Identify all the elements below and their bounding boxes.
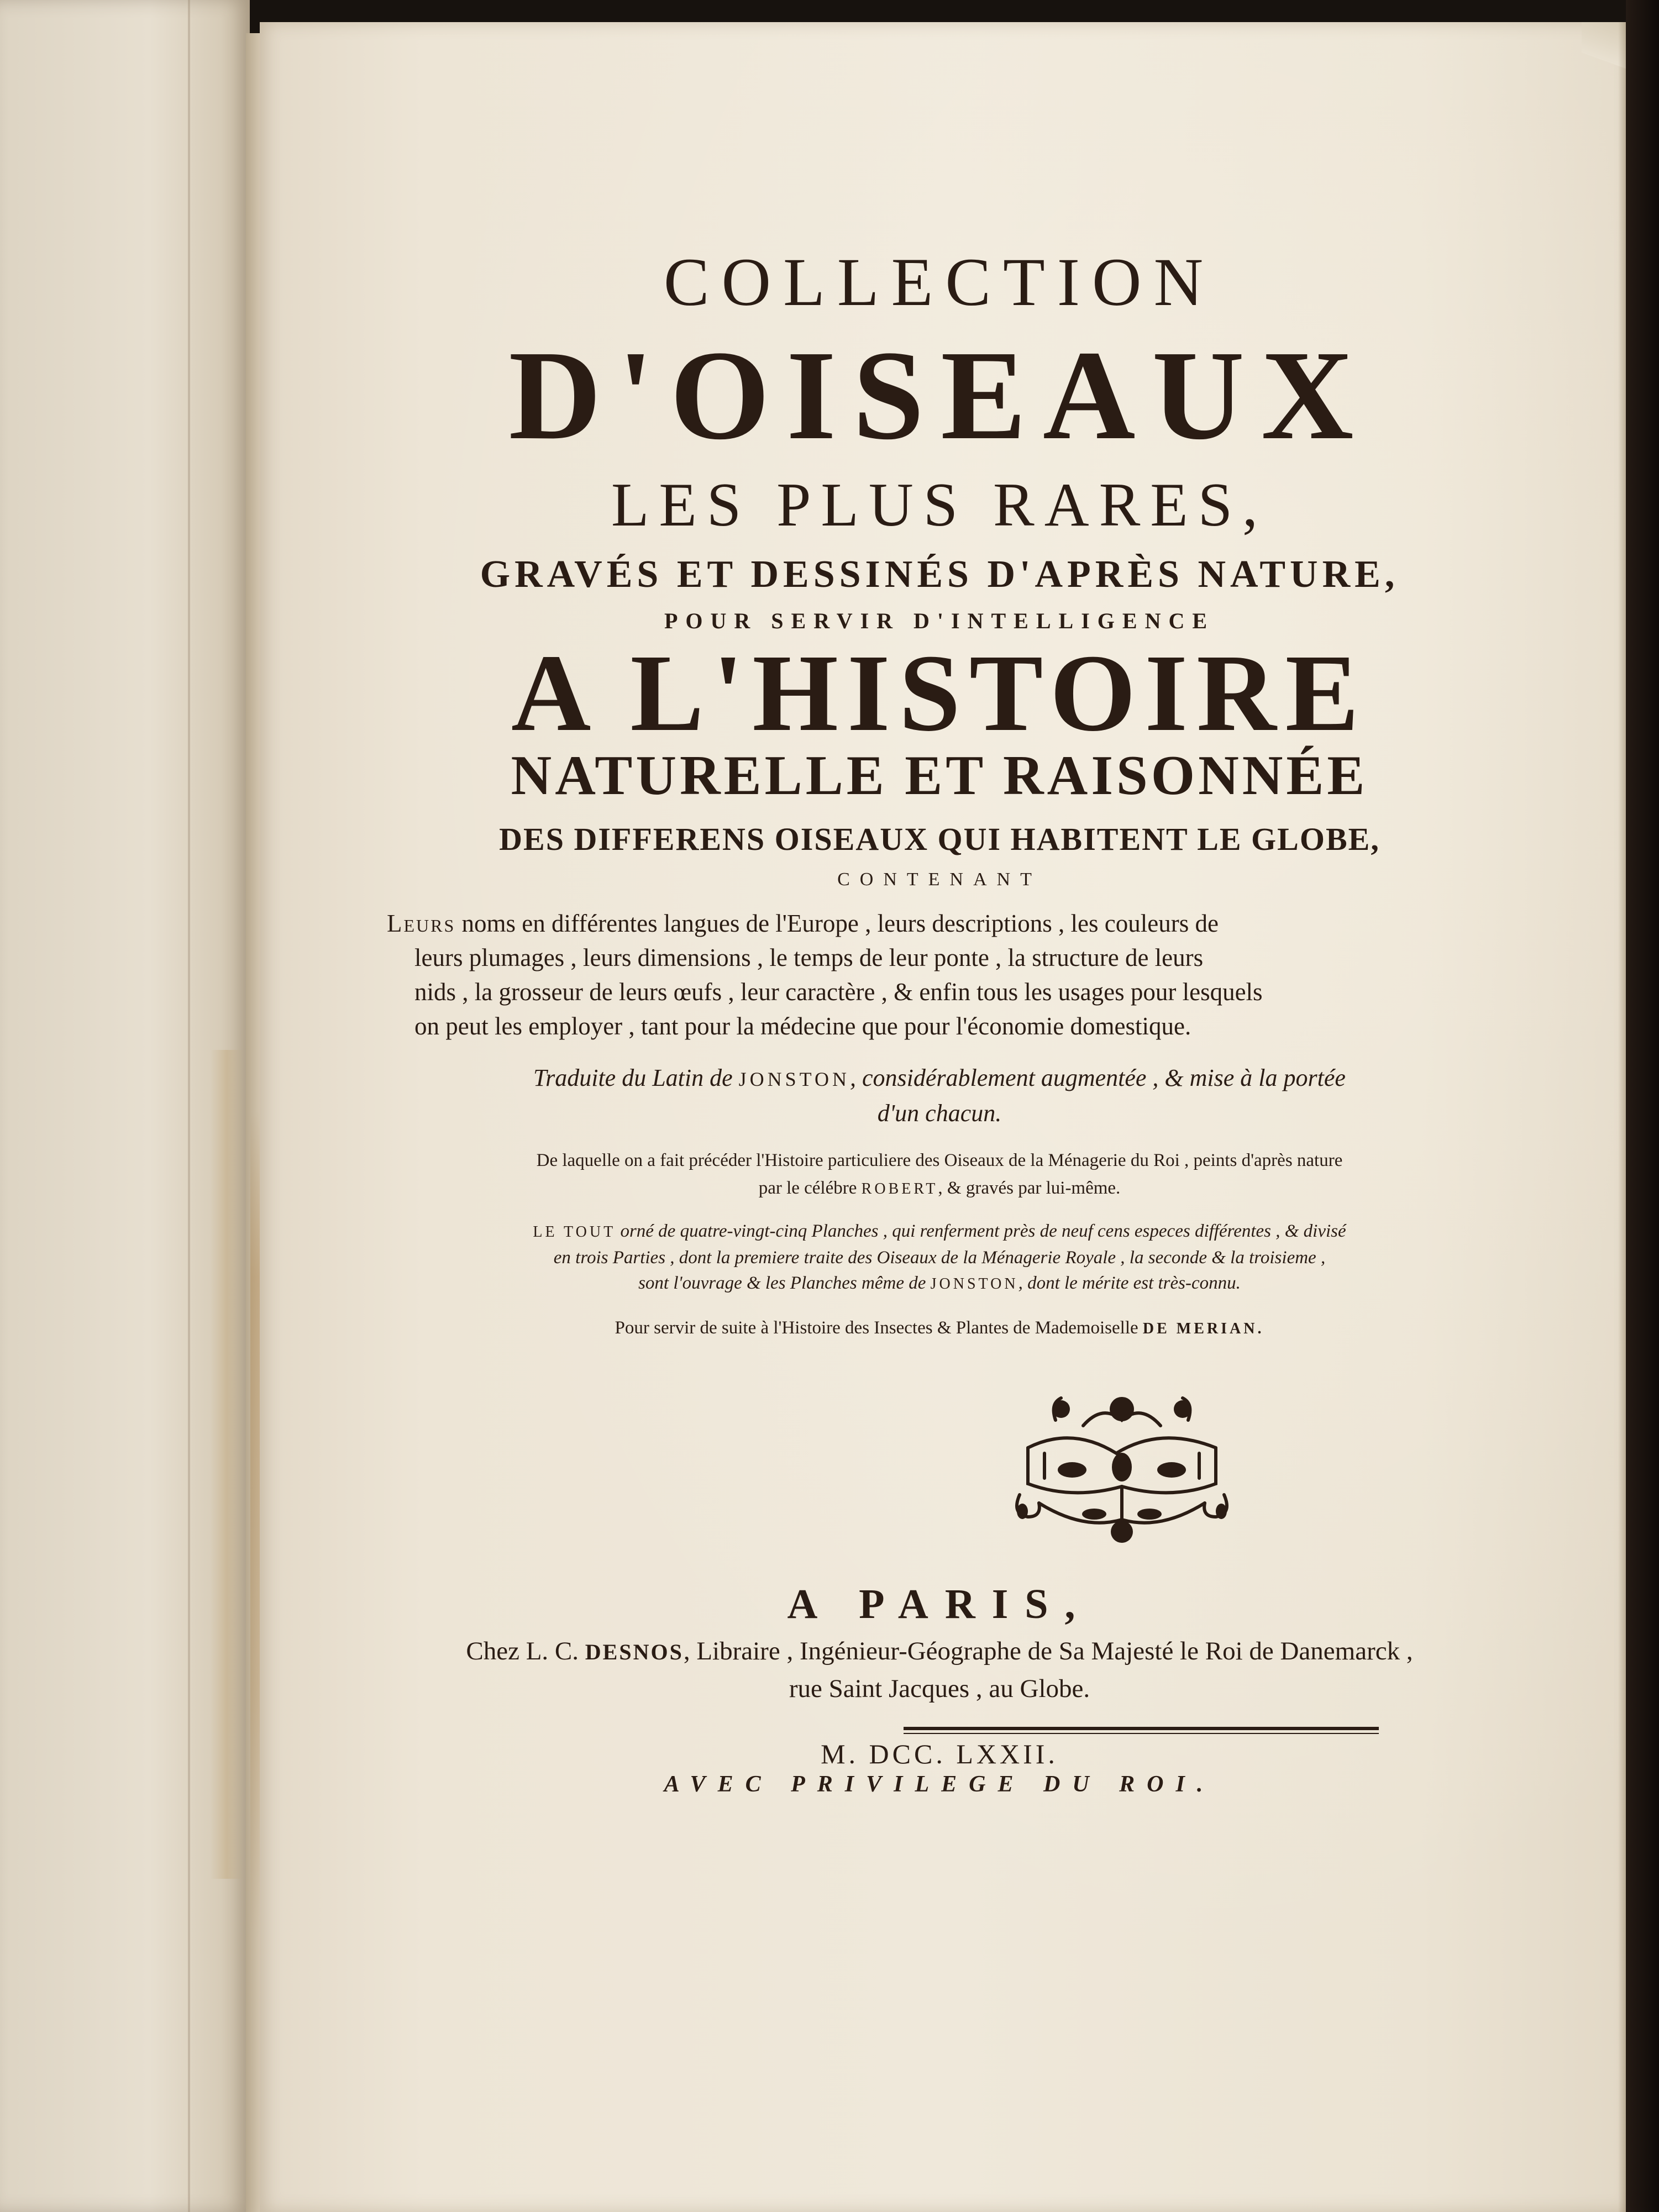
tout-text-d: , dont le mérite est très-connu. [1018,1273,1241,1293]
imprint-year: M. DCC. LXXII. [821,1738,1058,1769]
tout-text-c: sont l'ouvrage & les Planches même de [638,1273,931,1293]
imprint-rule [904,1727,1379,1730]
precede-author: ROBERT [861,1180,938,1197]
tout-note [387,1218,1492,1297]
imprint-publisher [387,1633,1492,1707]
imprint-city: A PARIS, [787,1581,1092,1627]
page-edge-line [188,0,190,2212]
title-plus-rares: LES PLUS RARES, [611,471,1268,539]
title-oiseaux: D'OISEAUX [508,324,1371,466]
title-graves: GRAVÉS ET DESSINÉS D'APRÈS NATURE, [480,553,1399,596]
leurs-smallcaps: Leurs [387,910,456,937]
title-naturelle: NATURELLE ET RAISONNÉE [511,744,1368,807]
translation-author: JONSTON [738,1068,851,1090]
imprint-privilege: AVEC PRIVILEGE DU ROI. [664,1772,1215,1797]
page-shadow [1618,22,1626,2212]
translation-text-b: , considérablement augmentée , & mise à la portée [850,1064,1346,1091]
title-collection: COLLECTION [663,244,1216,320]
contents-paragraph [387,906,1492,1043]
tout-smallcaps: LE TOUT [533,1223,616,1241]
merian-text: Pour servir de suite à l'Histoire des Insectes & Plantes de Mademoiselle [615,1318,1143,1338]
translation-note [387,1061,1492,1131]
precede-text-a: De laquelle on a fait précéder l'Histoire particuliere des Oiseaux de la Ménagerie du Roi , peints d'après nature [536,1150,1343,1170]
merian-note [387,1315,1492,1342]
tout-text-b: en trois Parties , dont la premiere traite des Oiseaux de la Ménagerie Royale , la seconde & la troisieme , [553,1248,1326,1268]
facing-blank-page [0,0,250,2212]
background-edge [1626,0,1659,2212]
tout-text-a: orné de quatre-vingt-cinq Planches , qui renferment près de neuf cens especes différentes , & divisé [616,1221,1346,1241]
floral-vignette-icon [1006,1387,1238,1547]
precede-note [387,1147,1492,1203]
contents-line-2: leurs plumages , leurs dimensions , le temps de leur ponte , la structure de leurs [414,944,1204,971]
precede-text-b: par le célébre [758,1178,862,1198]
foxing-stain [210,1050,243,1879]
imprint-rule-thin [904,1733,1379,1734]
title-contenant: CONTENANT [837,869,1042,890]
publisher-text-a: Chez L. C. [466,1637,585,1665]
title-page [260,22,1626,2212]
contents-line-1 [387,906,1492,941]
title-differens: DES DIFFERENS OISEAUX QUI HABITENT LE GLOBE, [499,821,1380,857]
contents-line-1-text: noms en différentes langues de l'Europe , leurs descriptions , les couleurs de [455,910,1219,937]
translation-text-c: d'un chacun. [877,1100,1002,1127]
contents-line-4: on peut les employer , tant pour la médecine que pour l'économie domestique. [414,1012,1191,1040]
merian-name: DE MERIAN. [1142,1320,1264,1337]
title-histoire: A L'HISTOIRE [511,632,1368,754]
publisher-text-b: , Libraire , Ingénieur-Géographe de Sa Majesté le Roi de Danemarck , [683,1637,1413,1665]
publisher-name: DESNOS [585,1640,684,1664]
contents-line-3: nids , la grosseur de leurs œufs , leur caractère , & enfin tous les usages pour lesquels [414,978,1263,1006]
translation-text-a: Traduite du Latin de [533,1064,739,1091]
publisher-address: rue Saint Jacques , au Globe. [789,1674,1090,1703]
title-pour-servir: POUR SERVIR D'INTELLIGENCE [664,608,1215,633]
precede-text-c: , & gravés par lui-même. [938,1178,1121,1198]
tout-author: JONSTON [930,1275,1019,1292]
